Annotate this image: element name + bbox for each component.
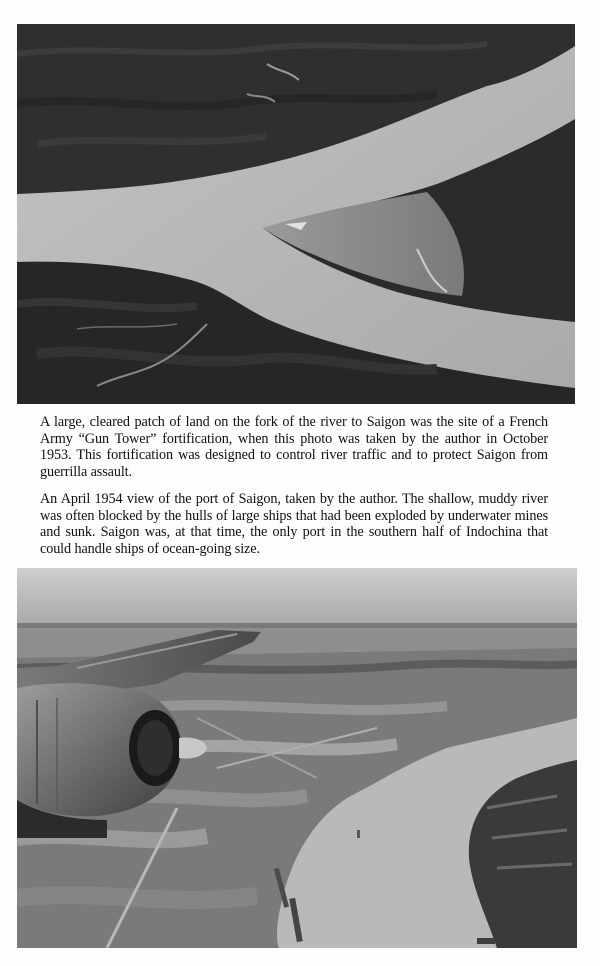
saigon-port-illustration	[17, 568, 577, 948]
hazy-sky	[17, 568, 577, 628]
river-fork-illustration	[17, 24, 575, 404]
top-photo-caption: A large, cleared patch of land on the fork of the river to Saigon was the site of a French Army “Gun Tower” fortification, when this photo was taken by the author in October 1953. This fortification was designed to control river traffic and to protect Saigon from guerrilla assault.	[40, 414, 548, 480]
river-fork-aerial-photo	[17, 24, 575, 404]
bottom-photo-caption: An April 1954 view of the port of Saigon, taken by the author. The shallow, muddy river was often blocked by the hulls of large ships that had been exploded by underwater mines and sunk. Saigon was, at that time, the only port in the southern half of Indochina that could handle ships of ocean-going size.	[40, 491, 548, 557]
saigon-port-aerial-photo	[17, 568, 577, 948]
